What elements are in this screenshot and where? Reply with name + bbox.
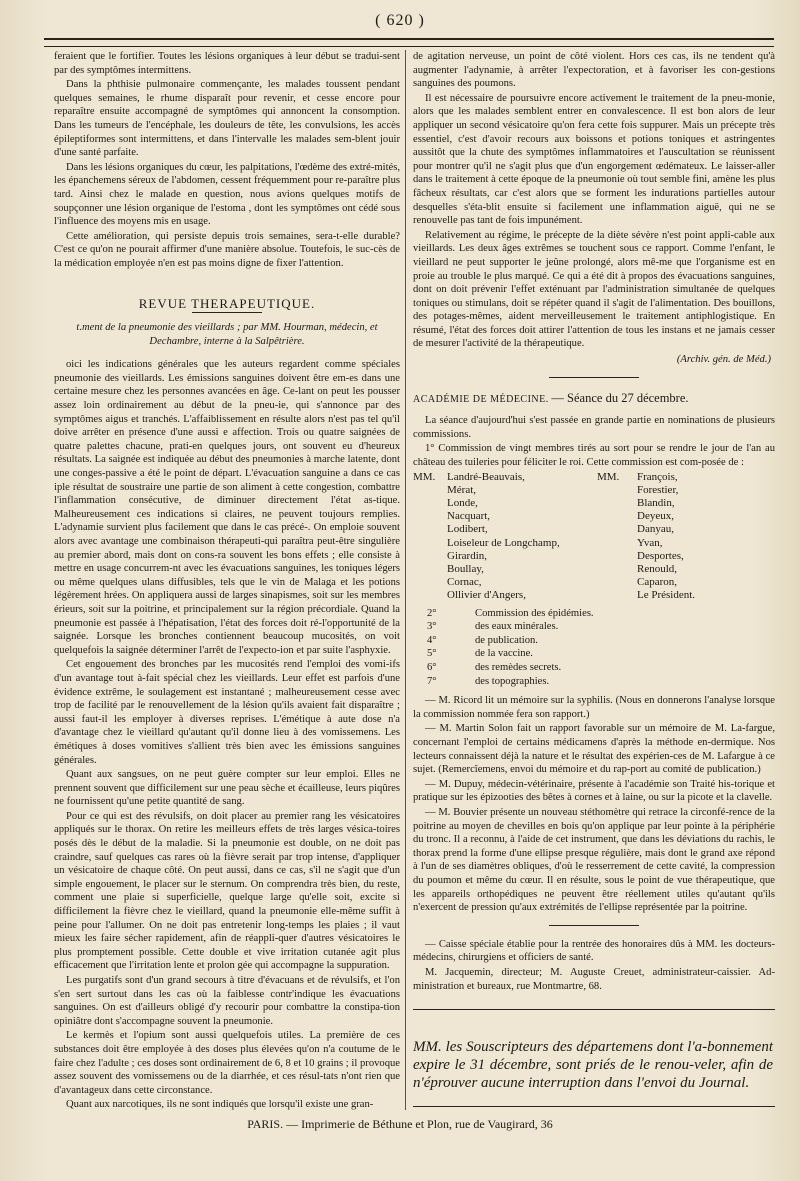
commission-item: 3° des eaux minérales. xyxy=(427,621,559,633)
member-name: Danyau, xyxy=(637,523,674,536)
commission-members xyxy=(413,471,775,603)
caisse-admin: M. Jacquemin, directeur; M. Auguste Creuet, administrateur-caissier. Ad-ministration et bureaux, rue Montmartre, 68. xyxy=(413,966,775,992)
member-name: Caparon, xyxy=(637,576,678,589)
body-paragraph: Il est nécessaire de poursuivre encore activement le traitement de la pneu-monie, alors que les malades semblent entrer en convalescence. Il est bon alors de leur appliquer un second vésicatoire qu'on fera cette fois suppurer. Mais un précepte très essentiel, c'est d'avoir recours aux boissons et potions toniques et astringentes aussitôt que la chute des symptômes inflammatoires et l'auscultation se réunissent pour montrer qu'il ne s'agit plus que d'un engorgement œdémateux. Le laisser-aller dans le traitement à cette époque de la pneumonie où tout semble fini, amène les plus fâcheux résultats, car c'est alors que se forment les indurations partielles autour desquelles s'éta-blit ensuite si facilement une inflammation aiguë, qui ne se renouvelle pas tant de fois impunément. xyxy=(413,92,775,227)
subscriber-notice: MM. les Souscripteurs des départemens dont l'a-bonnement expire le 31 décembre, sont priés de le renou-veler, afin de n'éprouver aucune interruption dans l'envoi du Journal. xyxy=(413,1039,773,1092)
body-paragraph: Pour ce qui est des révulsifs, on doit placer au premier rang les vésicatoires appliqués sur le thorax. On retire les meilleurs effets de très larges vésica-toires posés dès le début de la maladie. Si la pneumonie est double, on ne doit pas craindre, sauf quelques cas rares où la fièvre serait par trop intense, d'appliquer un vésicatoire de chaque côté. On peut aussi, dans ce cas, s'il ne s'agit que d'un simple engouement, le placer sur le sternum. On comprendra très bien, du reste, comment une plaie si superficielle, quelque large qu'elle soit, excite si difficilement la fièvre chez le vieillard, quand la pneumonie elle-même suffit à peine pour l'allumer. On ne doit pas entretenir long-temps les plaies ; il vaut mieux les faire sécher rapidement, afin de réappli-quer d'autres vésicatoires le plus promptement possible. Cette double et vive irritation cutanée agit plus efficacement que l'irritation lente et prolon gée qui accompagne la suppuration. xyxy=(54,810,400,972)
member-name: Desportes, xyxy=(637,549,684,562)
member-name: Renould, xyxy=(637,563,678,576)
header-rule xyxy=(44,38,774,47)
academy-label: ACADÉMIE DE MÉDECINE. xyxy=(413,393,549,405)
body-paragraph: Quant aux sangsues, on ne peut guère compter sur leur emploi. Elles ne prennent souvent que difficilement sur une peau sèche et écailleuse, leurs piqûres ne fournissent qu'une petite quantité de sang. xyxy=(54,769,400,808)
news-paragraph: — M. Ricord lit un mémoire sur la syphilis. (Nous en donnerons l'analyse lorsque la commission nommée fera son rapport.) xyxy=(413,695,775,720)
body-paragraph: de agitation nerveuse, un point de côté violent. Hors ces cas, ils ne tendent qu'à augmenter l'adynamie, à arrêter l'expectoration, et à favoriser les con-gestions sanguines des poumons. xyxy=(413,51,775,90)
caisse-paragraph: — Caisse spéciale établie pour la rentrée des honoraires dûs à MM. les docteurs-médecins, chirurgiens et officiers de santé. xyxy=(413,938,775,964)
right-column xyxy=(413,50,775,1092)
member-name: Le Président. xyxy=(637,589,696,602)
academy-date: — Séance du 27 décembre. xyxy=(551,390,689,405)
member-name: Forestier, xyxy=(637,483,679,496)
member-name: Lodibert, xyxy=(447,523,488,536)
members-label: MM. xyxy=(597,470,620,483)
page-header xyxy=(0,8,800,38)
news-paragraph: — M. Dupuy, médecin-vétérinaire, présente à l'académie son Traité his-torique et pratique sur les épizooties des bêtes à cornes et à laine, ou sur la picote et la clavelle. xyxy=(413,778,775,804)
member-name: Nacquart, xyxy=(447,510,491,523)
body-paragraph: oici les indications générales que les auteurs regardent comme spéciales pneumonie des vieillards. Les émissions sanguines doivent être em-es dans une certaine mesure chez les personnes avancées en âge. Ce-lant on peut les pousser assez loin ordinairement au début de la pneu-ie, qui s'annonce par des symptômes aigus et tranchés. L'affaiblissement en résulte alors n'est pas tel qu'il doive arrêter en présence d'une aussi e affection. Trois ou quatre saignées de quatre palettes chacune, prati-en quelques jours, ont souvent eu d'heureux résultats. La saignée est indiquée au début des pneumonies à marche latente, dont une conges-passive a été le point de départ. L'évacuation sanguine a dans ce cas iple résultat de soustraire une partie de son aliment à cette congestion, combattre l'inflammation consécutive, de diminuer directement l'état as-tique. Malheureusement ces indications si claires, ne peuvent toujours remplies. L'adynamie survient plus facilement que dans le cas précé-. On emploie souvent alors avec avantage une combinaison thérapeuti-qui paraîtra peut-être singulière au premier abord, mais dont on cons-ra souvent les bons effets ; elle consiste à mettre en usage concurrem-nt avec les évacuations sanguines, les toniques légers ou même quelques ulans diffusibles, tels que le vin de Malaga et les potions légèrement hrées. On appliquera aussi de larges sinapismes, soit sur les membres érieurs, soit sur la poitrine, et principalement sur la région précordiale. Quand la pneumonie est passée à l'hépatisation, l'état des forces doit ré-l'opportunité de la saignée. Lorsque les bronches contiennent beaucoup mucosités, on voit quelquefois la saignée déterminer l'arrêt de l'expecto-ion et par suite l'asphyxie. xyxy=(54,359,400,656)
section-rule xyxy=(549,377,639,378)
commission-intro: 1° Commission de vingt membres tirés au sort pour se rendre le jour de l'an au château des tuileries pour féliciter le roi. Cette commission est com-posée de : xyxy=(413,443,775,469)
intro-paragraph: Dans la phthisie pulmonaire commençante, les malades toussent pendant quelques semaines, le rhume disparaît pour revenir, et cesse encore pour reparaître ensuite accompagné de symptômes qui annoncent la consomption. Dans les tumeurs de l'encéphale, les douleurs de tête, les convulsions, les accès épileptiformes sont intermittens, et dans l'intervalle les malades sem-blent jouir d'une santé parfaite. xyxy=(54,79,400,159)
body-paragraph: Quant aux narcotiques, ils ne sont indiqués que lorsqu'il existe une gran- xyxy=(66,1099,374,1111)
academy-heading xyxy=(413,392,775,407)
intro-paragraph: feraient que le fortifier. Toutes les lésions organiques à leur début se tradui-sent par des symptômes intermittens. xyxy=(54,51,400,76)
page-number: ( 620 ) xyxy=(375,12,425,29)
session-intro: La séance d'aujourd'hui s'est passée en grande partie en nominations de plusieurs commissions. xyxy=(413,415,775,440)
commission-item: 2° Commission des épidémies. xyxy=(427,607,594,619)
left-column xyxy=(54,50,400,1113)
intro-paragraph: Cette amélioration, qui persiste depuis trois semaines, sera-t-elle durable? C'est ce qu'on ne pourait affirmer d'une manière absolue. Toutefois, le suc-cès de la médication employée n'en est pas moins digne de fixer l'attention. xyxy=(54,230,400,269)
member-name: Boullay, xyxy=(447,563,484,576)
members-label: MM. xyxy=(413,470,436,483)
article-heading: t.ment de la pneumonie des vieillards ; par MM. Hourman, médecin, et Dechambre, interne à la Salpêtrière. xyxy=(76,322,378,347)
member-name: François, xyxy=(637,470,678,483)
news-paragraph: — M. Martin Solon fait un rapport favorable sur un mémoire de M. La-fargue, concernant l'emploi de certains médicamens d'après la méthode en-dermique. Nos lecteurs connaissent déjà la nature et le résultat des expérien-ces de M. Lafargue à ce sujet. (Remercîemens, envoi du mémoire et du rap-port au comité de publication.) xyxy=(413,723,775,776)
member-name: Mérat, xyxy=(447,483,477,496)
section-rule xyxy=(192,312,262,313)
member-name: Ollivier d'Angers, xyxy=(447,589,526,602)
body-paragraph: Relativement au régime, le précepte de la diète sévère n'est point appli-cable aux vieillards. Les deux âges extrêmes se touchent sous ce rapport. Comme l'enfant, le vieillard ne peut supporter le jeûne prolongé, alors mê-me que l'organisme est en proie au trouble le plus marqué. Ce qui a été dit à propos des évacuations sanguines, dont on doit prévenir l'effet exténuant par l'administration simultanée de quelques toniques ou stimulans, doit se répéter quand il s'agit de l'alimentation. Des bouillons, des potages-mêmes, aident merveilleusement le traitement antiphlogistique. En résumé, l'état des forces doit attirer l'attention de tous les instans et ne jamais cesser de mesurer l'activité de la thérapeutique. xyxy=(413,229,775,350)
intro-paragraph: Dans les lésions organiques du cœur, les palpitations, l'œdème des extré-mités, les épanchemens séreux de l'abdomen, cessent fréquemment pour re-paraître plus tard. Ainsi chez le malade en question, nous avions quelques motifs de soupçonner une lésion organique de l'estoma , dont les symptômes ont cédé sous l'influence des moyens mis en usage. xyxy=(54,161,400,228)
section-rule xyxy=(549,925,639,926)
body-paragraph: Le kermès et l'opium sont aussi quelquefois utiles. La première de ces substances doit être employée à des doses plus élevées qu'on n'a coutume de le faire chez l'adulte ; ces doses sont ordinairement de 6, 8 et 10 grains ; il provoque assez souvent des vomissemens ou de la diarrhée, et ces résul-tats n'ont rien que d'avantageux dans cette circonstance. xyxy=(54,1030,400,1096)
member-name: Deyeux, xyxy=(637,510,674,523)
notice-rule xyxy=(413,1009,775,1010)
section-title: REVUE THERAPEUTIQUE. xyxy=(138,295,316,311)
body-paragraph: Cet engouement des bronches par les mucosités rend l'emploi des vomi-ifs d'un avantage tout à-fait spécial chez les vieillards. Leur effet est parfois d'une évidence extrême, le soulagement est instantané ; malheureusement cesse avec trop de facilité par le renouvellement de la lésion qu'ils avaient fait disparaître ; aussi faut-il les employer à diverses reprises. L'émétique à aute dose n'a d'avantage chez le vieillard qu'autant qu'il donne lieu à des vomissemens. Les émétiques à doses vomitives s'allient très bien avec les émissions sanguines générales. xyxy=(54,659,400,766)
commission-item: 5° de la vaccine. xyxy=(427,648,533,660)
commissions-list xyxy=(413,607,775,689)
column-divider xyxy=(405,50,406,1110)
member-name: Blandin, xyxy=(637,497,675,510)
commission-item: 7° des topographies. xyxy=(427,675,550,687)
member-name: Londe, xyxy=(447,497,478,510)
member-name: Landré-Beauvais, xyxy=(447,470,525,483)
member-name: Yvan, xyxy=(637,536,663,549)
member-name: Girardin, xyxy=(447,549,488,562)
member-name: Loiseleur de Longchamp, xyxy=(447,536,560,549)
news-paragraph: — M. Bouvier présente un nouveau stéthomètre qui retrace la circonfé-rence de la poitrine au moyen de chevilles en bois qu'on applique par leur pointe à la périphérie du tronc. Il a reconnu, à l'aide de cet instrument, que dans les déviations du rachis, le thorax prend la forme d'une ellipse presque régulière, mais dont le grand axe répond à l'un de ses diamètres obliques, d'où le resserrement de cette cavité, la compression du poumon et même du cœur. Il en résulte, sous le point de vue thérapeutique, que les appareils orthopédiques ne peuvent être réellement utiles qu'autant qu'ils n'exercent de pression qu'aux extrémités de l'ellipse représentée par la poitrine. xyxy=(413,806,775,914)
article-source: (Archiv. gén. de Méd.) xyxy=(676,354,771,366)
member-name: Cornac, xyxy=(447,576,482,589)
body-paragraph: Les purgatifs sont d'un grand secours à titre d'évacuans et de révulsifs, et l'on s'en sert surtout dans les cas où la faiblesse contr'indique les évacuations sanguines. On est d'ailleurs obligé d'y recourir pour combattre la constipa-tion opiniâtre dont s'accompagne souvent la pneumonie. xyxy=(54,975,400,1027)
commission-item: 6° des remèdes secrets. xyxy=(427,662,562,674)
commission-item: 4° de publication. xyxy=(427,634,538,646)
printer-footer: PARIS. — Imprimerie de Béthune et Plon, rue de Vaugirard, 36 xyxy=(247,1117,553,1131)
footer-rule xyxy=(413,1106,775,1107)
